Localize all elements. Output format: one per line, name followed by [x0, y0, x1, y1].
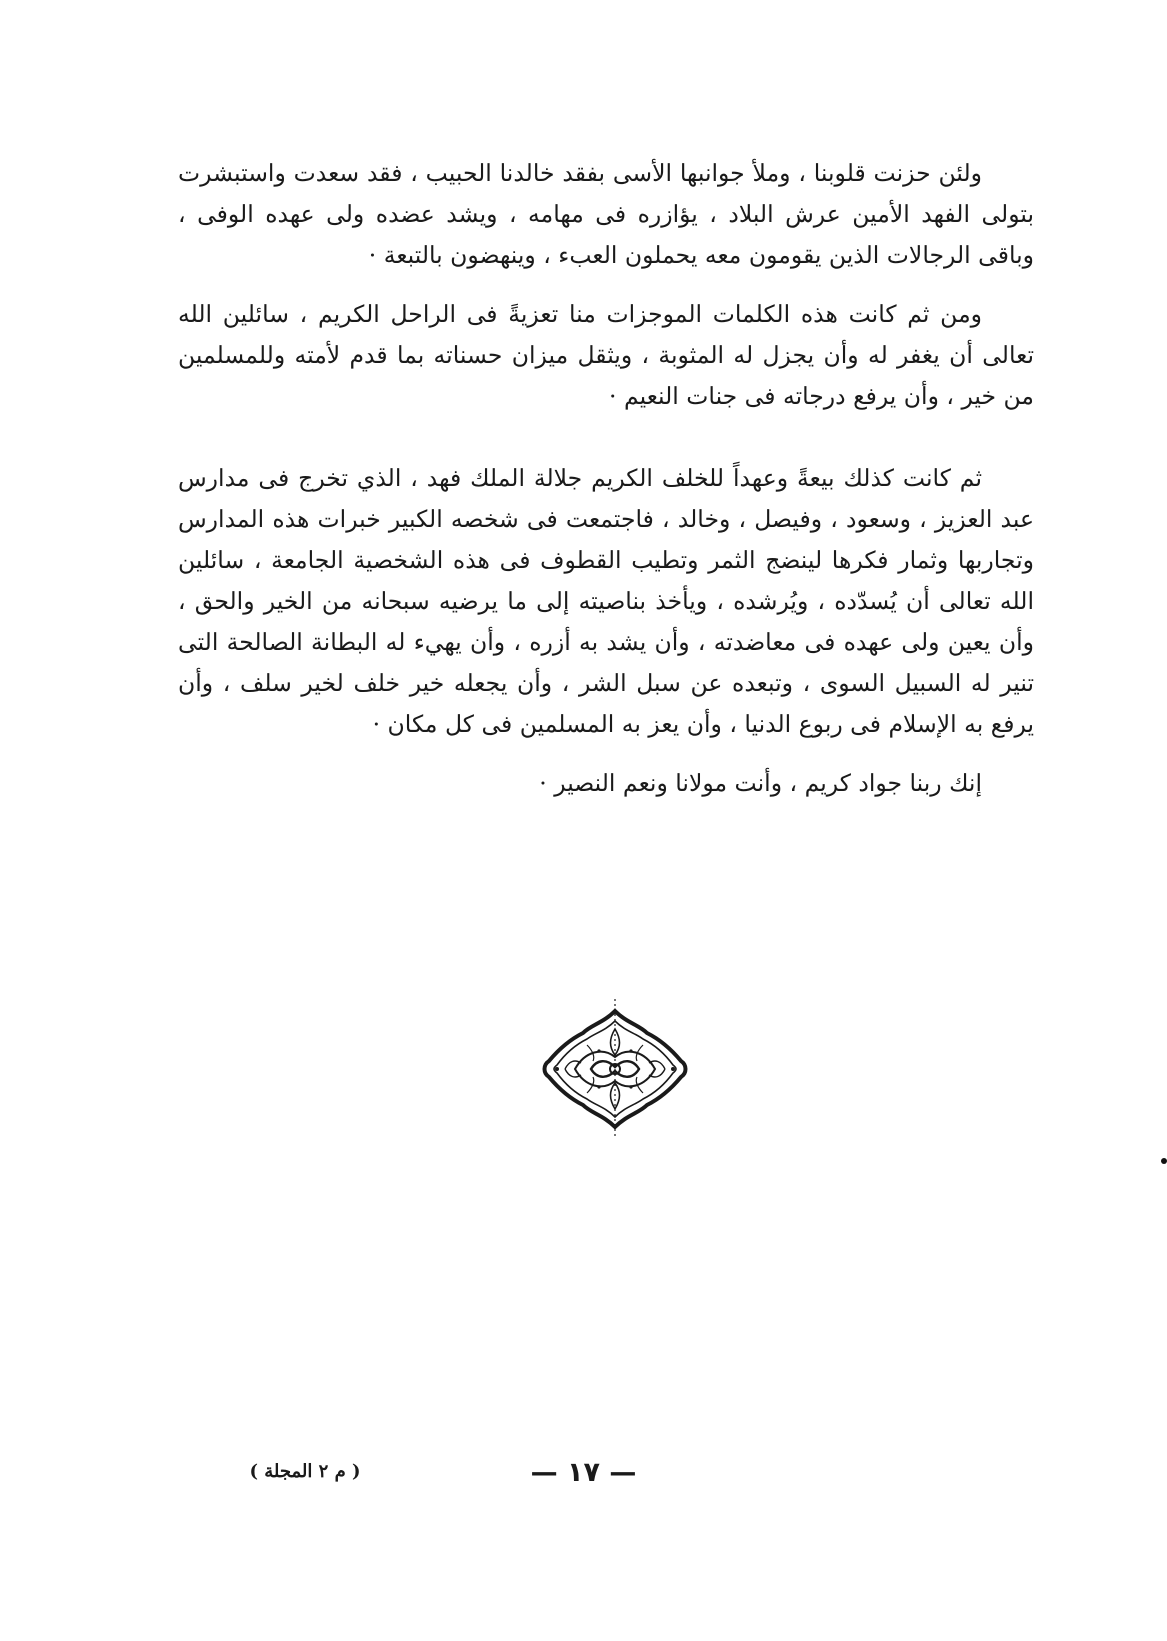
paragraph-allegiance: [178, 458, 1034, 745]
paragraph-closing-supplication: [178, 763, 1034, 804]
paragraph-text: ولئن حزنت قلوبنا ، وملأ جوانبها الأسى بفقد خالدنا الحبيب ، فقد سعدت واستبشرت بتولى الفهد الأمين عرش البلاد ، يؤازره فى مهامه ، ويشد عضده ولى عهده الوفى ، وباقى الرجالات الذين يقومون معه يحملون العبء ، وينهضون بالتبعة ·: [178, 159, 1034, 269]
page-number: — ١٧ —: [530, 1457, 637, 1488]
paragraph-prayer: [178, 294, 1034, 417]
paragraph-condolence: [178, 153, 1034, 276]
paragraph-text: ومن ثم كانت هذه الكلمات الموجزات منا تعزيةً فى الراحل الكريم ، سائلين الله تعالى أن يغفر له وأن يجزل له المثوبة ، ويثقل ميزان حسناته بما قدم لأمته وللمسلمين من خير ، وأن يرفع درجاته فى جنات النعيم ·: [178, 300, 1034, 410]
paragraph-text: ثم كانت كذلك بيعةً وعهداً للخلف الكريم جلالة الملك فهد ، الذي تخرج فى مدارس عبد العزيز ، وسعود ، وفيصل ، وخالد ، فاجتمعت فى شخصه الكبير خبرات هذه المدارس وتجاربها وثمار فكرها لينضج الثمر وتطيب القطوف فى هذه الشخصية الجامعة ، سائلين الله تعالى أن يُسدّده ، ويُرشده ، ويأخذ بناصيته إلى ما يرضيه سبحانه من الخير والحق ، وأن يعين ولى عهده فى معاضدته ، وأن يشد به أزره ، وأن يهيء له البطانة الصالحة التى تنير له السبيل السوى ، وتبعده عن سبل الشر ، وأن يجعله خير خلف لخير سلف ، وأن يرفع به الإسلام فى ربوع الدنيا ، وأن يعز به المسلمين فى كل مكان ·: [178, 464, 1034, 738]
islamic-arabesque-ornament-icon: [535, 999, 695, 1139]
scan-edge-mark: [1161, 1158, 1167, 1164]
signature-note: ( م ٢ المجلة ): [249, 1461, 361, 1482]
paragraph-text: إنك ربنا جواد كريم ، وأنت مولانا ونعم النصير ·: [539, 769, 982, 797]
